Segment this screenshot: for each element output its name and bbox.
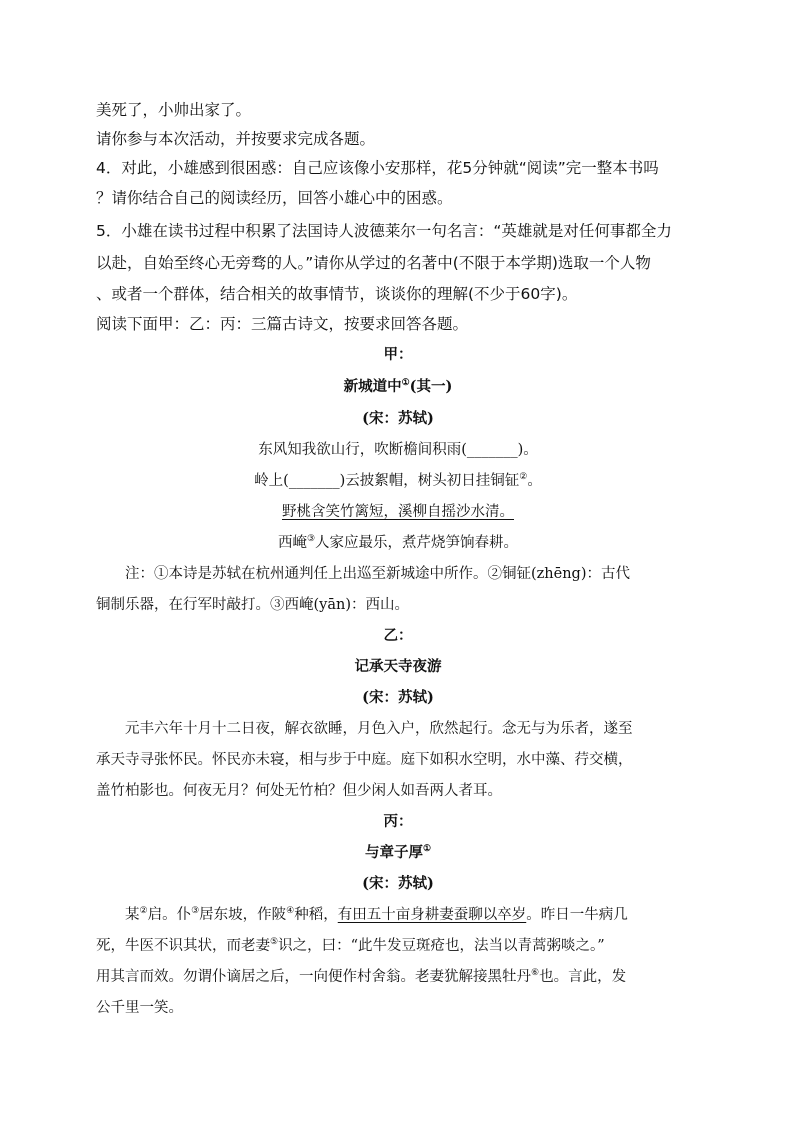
prose-line-3: 盖竹柏影也。何夜无月？何处无竹柏？但少闲人如吾两人者耳。 bbox=[96, 783, 502, 799]
prose-title: 记承天寺夜游 bbox=[354, 658, 442, 675]
poem-notes-line-2: 铜制乐器，在行军时敲打。③西崦(yān)：西山。 bbox=[96, 597, 409, 613]
section-label-jia: 甲： bbox=[383, 346, 413, 363]
poem-notes-line-1: 注：①本诗是苏轼在杭州通判任上出巡至新城途中所作。②铜钲(zhēng)：古代 bbox=[125, 566, 630, 582]
poem-author: (宋：苏轼) bbox=[362, 410, 434, 427]
prose-line-1: 元丰六年十月十二日夜，解衣欲睡，月色入户，欣然起行。念无与为乐者，遂至 bbox=[125, 721, 633, 737]
section-label-bing: 丙： bbox=[383, 813, 413, 830]
text-line: 请你参与本次活动，并按要求完成各题。 bbox=[96, 130, 376, 148]
poem-line-3: 野桃含笑竹篱短，溪柳自摇沙水清。 bbox=[282, 504, 514, 520]
text-line: 美死了，小帅出家了。 bbox=[96, 101, 252, 119]
question-4-line-2: ？请你结合自己的阅读经历，回答小雄心中的困惑。 bbox=[96, 189, 453, 207]
section-label-yi: 乙： bbox=[383, 627, 413, 644]
question-5-line-2: 以赴，自始至终心无旁骛的人。”请你从学过的名著中(不限于本学期)选取一个人物 bbox=[96, 254, 651, 272]
poem-line-2: 岭上(_______)云披絮帽，树头初日挂铜钲②。 bbox=[254, 472, 542, 489]
prose-line-2: 承天寺寻张怀民。怀民亦未寝，相与步于中庭。庭下如积水空明，水中藻、荇交横， bbox=[96, 752, 633, 768]
poem-title: 新城道中①(其一) bbox=[343, 378, 453, 395]
letter-line-4: 公千里一笑。 bbox=[96, 1000, 183, 1016]
prose-author: (宋：苏轼) bbox=[362, 689, 434, 706]
reading-intro: 阅读下面甲：乙：丙：三篇古诗文，按要求回答各题。 bbox=[96, 315, 469, 333]
letter-title: 与章子厚① bbox=[364, 844, 432, 861]
letter-line-3: 用其言而效。勿谓仆谪居之后，一向便作村舍翁。老妻犹解接黑牡丹⑥也。言此，发 bbox=[96, 968, 627, 985]
question-5-line-1: 5．小雄在读书过程中积累了法国诗人波德莱尔一句名言：“英雄就是对任何事都全力 bbox=[96, 222, 672, 240]
letter-author: (宋：苏轼) bbox=[362, 875, 434, 892]
poem-line-1: 东风知我欲山行，吹断檐间积雨(_______)。 bbox=[258, 442, 538, 458]
letter-line-2: 死，牛医不识其状，而老妻⑤识之，曰：“此牛发豆斑疮也，法当以青蒿粥啖之。” bbox=[96, 937, 605, 954]
question-5-line-3: 、或者一个群体，结合相关的故事情节，谈谈你的理解(不少于60字)。 bbox=[96, 285, 578, 303]
letter-line-1: 某②启。仆③居东坡，作陂④种稻，有田五十亩身耕妻蚕聊以卒岁。昨日一牛病几 bbox=[125, 906, 628, 923]
poem-line-4: 西崦③人家应最乐，煮芹烧笋饷春耕。 bbox=[277, 534, 519, 551]
question-4-line-1: 4．对此，小雄感到很困惑：自己应该像小安那样，花5分钟就“阅读”完一整本书吗 bbox=[96, 159, 659, 177]
